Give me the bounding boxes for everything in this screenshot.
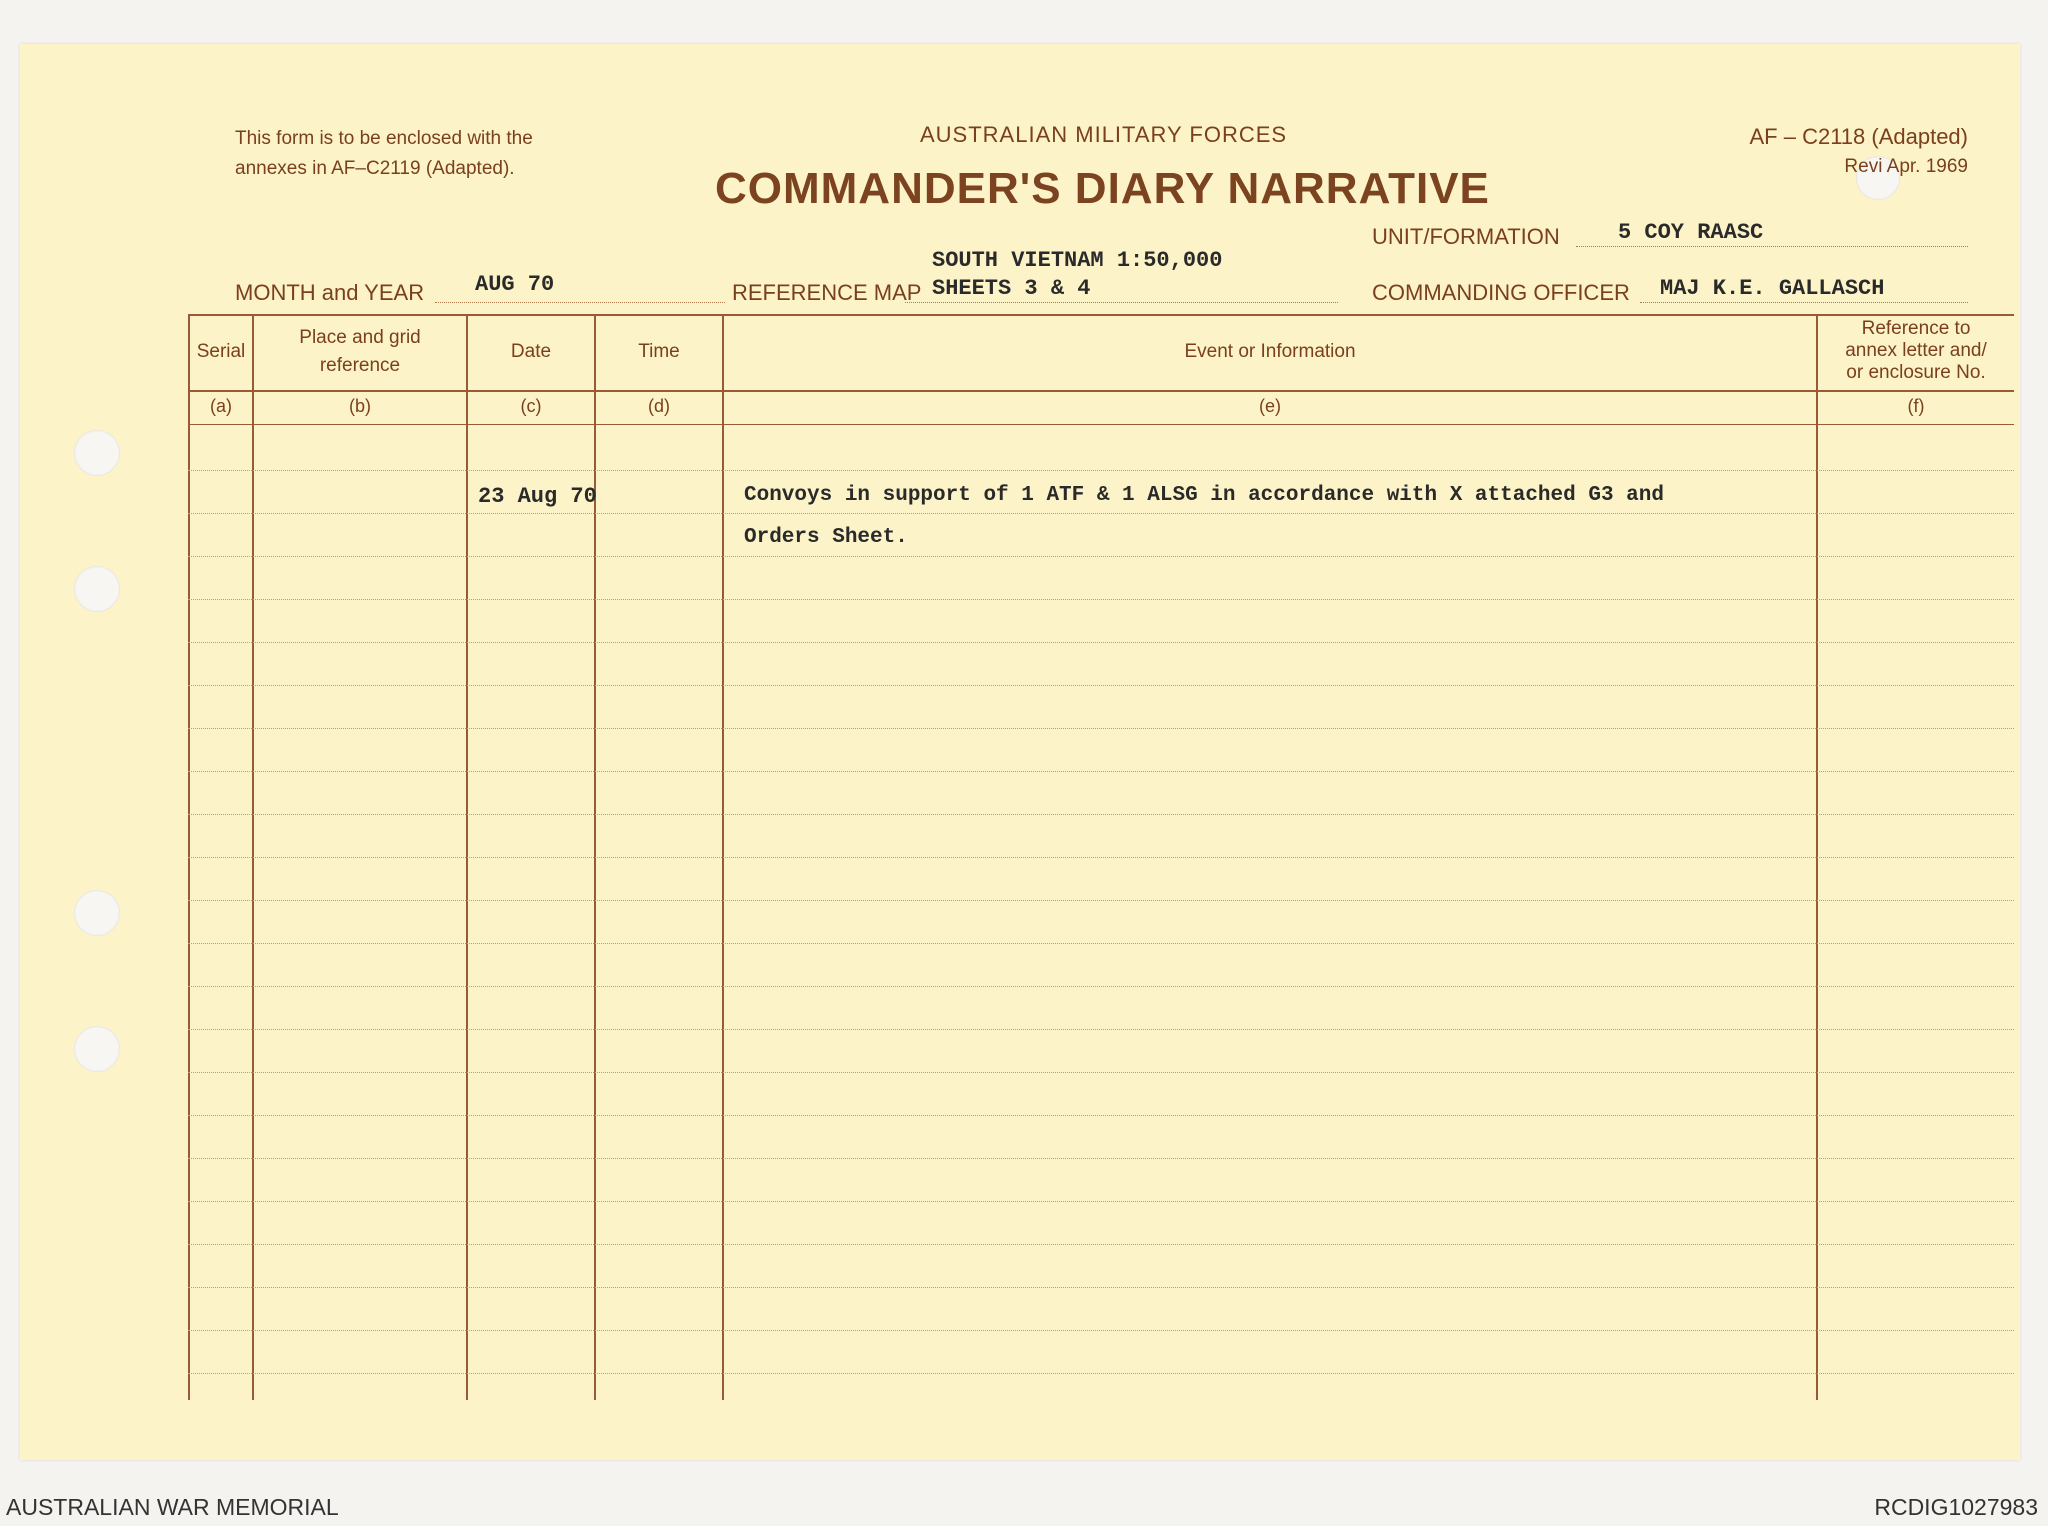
header-reference-line: annex letter and/ bbox=[1845, 340, 1987, 361]
table-rule bbox=[188, 390, 2014, 392]
header-event: Event or Information bbox=[1184, 341, 1356, 362]
enclosure-note-line: annexes in AF–C2119 (Adapted). bbox=[235, 158, 515, 179]
revision-date: Revi Apr. 1969 bbox=[1844, 156, 1968, 177]
month-year-value: AUG 70 bbox=[475, 272, 555, 297]
ruled-line bbox=[188, 1330, 2014, 1331]
table-rule bbox=[188, 424, 2014, 425]
ruled-line bbox=[188, 986, 2014, 987]
subheader-e: (e) bbox=[1259, 396, 1281, 416]
subheader-d: (d) bbox=[648, 396, 670, 416]
ruled-line bbox=[188, 900, 2014, 901]
ruled-line bbox=[188, 1029, 2014, 1030]
reference-map-label: REFERENCE MAP bbox=[732, 280, 922, 305]
subheader-c: (c) bbox=[520, 396, 542, 416]
footer-right-id: RCDIG1027983 bbox=[1874, 1494, 2038, 1520]
organisation-name: AUSTRALIAN MILITARY FORCES bbox=[920, 122, 1288, 147]
ruled-line bbox=[188, 771, 2014, 772]
punch-hole bbox=[74, 1026, 120, 1072]
ruled-line bbox=[188, 814, 2014, 815]
ruled-line bbox=[188, 556, 2014, 557]
punch-hole bbox=[74, 566, 120, 612]
ruled-line bbox=[188, 599, 2014, 600]
footer-left-credit: AUSTRALIAN WAR MEMORIAL bbox=[6, 1494, 339, 1520]
unit-value: 5 COY RAASC bbox=[1618, 220, 1764, 245]
table-rule bbox=[188, 314, 2014, 316]
subheader-a: (a) bbox=[210, 396, 232, 416]
reference-map-line: SHEETS 3 & 4 bbox=[932, 276, 1091, 301]
commanding-officer-label: COMMANDING OFFICER bbox=[1372, 280, 1630, 305]
ruled-line bbox=[188, 857, 2014, 858]
ruled-line bbox=[188, 685, 2014, 686]
ruled-line bbox=[188, 470, 2014, 471]
ruled-line bbox=[188, 1287, 2014, 1288]
punch-hole bbox=[74, 890, 120, 936]
ruled-line bbox=[188, 943, 2014, 944]
header-reference bbox=[1818, 318, 2014, 384]
ruled-line bbox=[188, 1373, 2014, 1374]
unit-label: UNIT/FORMATION bbox=[1372, 224, 1560, 249]
header-time: Time bbox=[638, 341, 680, 362]
ruled-line bbox=[188, 1072, 2014, 1073]
reference-map-dotline bbox=[905, 302, 1338, 303]
entry-event-line: Convoys in support of 1 ATF & 1 ALSG in accordance with X attached G3 and bbox=[744, 484, 1664, 507]
subheader-b: (b) bbox=[349, 396, 371, 416]
ruled-line bbox=[188, 1244, 2014, 1245]
header-reference-line: or enclosure No. bbox=[1846, 362, 1986, 383]
header-place-line: Place and grid bbox=[299, 327, 421, 348]
header-date: Date bbox=[510, 341, 552, 362]
header-place-line: reference bbox=[319, 355, 401, 376]
commanding-officer-value: MAJ K.E. GALLASCH bbox=[1660, 276, 1885, 301]
diary-form-sheet bbox=[20, 44, 2020, 1460]
form-number: AF – C2118 (Adapted) bbox=[1749, 124, 1968, 149]
month-year-dotline bbox=[435, 302, 725, 303]
subheader-f: (f) bbox=[1907, 396, 1925, 416]
month-year-label: MONTH and YEAR bbox=[235, 280, 425, 305]
reference-map-line: SOUTH VIETNAM 1:50,000 bbox=[932, 248, 1223, 273]
ruled-line bbox=[188, 1201, 2014, 1202]
ruled-line bbox=[188, 642, 2014, 643]
enclosure-note bbox=[235, 124, 533, 184]
ruled-line bbox=[188, 513, 2014, 514]
commanding-officer-dotline bbox=[1640, 302, 1968, 303]
ruled-line bbox=[188, 1158, 2014, 1159]
form-title: COMMANDER'S DIARY NARRATIVE bbox=[715, 164, 1490, 213]
header-reference-line: Reference to bbox=[1861, 318, 1971, 339]
entry-event-line: Orders Sheet. bbox=[744, 526, 908, 549]
header-place bbox=[254, 326, 466, 378]
unit-dotline bbox=[1576, 246, 1968, 247]
entry-date: 23 Aug 70 bbox=[478, 484, 597, 509]
ruled-line bbox=[188, 1115, 2014, 1116]
punch-hole bbox=[74, 430, 120, 476]
header-serial: Serial bbox=[196, 341, 246, 362]
ruled-line bbox=[188, 728, 2014, 729]
diary-table bbox=[188, 314, 2014, 1400]
enclosure-note-line: This form is to be enclosed with the bbox=[235, 128, 533, 149]
